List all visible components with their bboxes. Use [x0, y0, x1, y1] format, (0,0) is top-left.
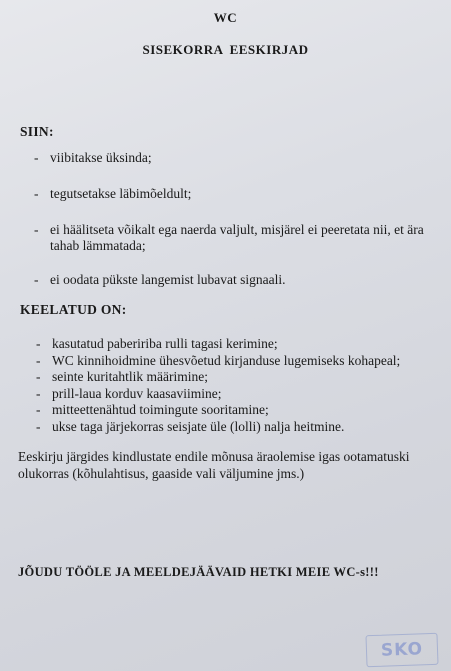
list-item	[36, 369, 436, 386]
list-item-text: seinte kuritahtlik määrimine;	[52, 369, 208, 384]
bullet-dash: -	[36, 402, 41, 417]
list-item-text: viibitakse üksinda;	[50, 150, 152, 165]
keelatud-heading: KEELATUD ON:	[20, 302, 127, 317]
list-item	[36, 336, 436, 353]
bullet-dash: -	[36, 418, 41, 434]
bullet-dash: -	[36, 352, 41, 368]
list-item	[36, 386, 436, 403]
bullet-dash: -	[34, 150, 39, 165]
list-item	[34, 222, 434, 272]
slogan-line: JÕUDU TÖÖLE JA MEELDEJÄÄVAID HETKI MEIE WC-s!!!	[18, 565, 379, 579]
list-item-text: ei oodata pükste langemist lubavat signaali.	[50, 272, 286, 287]
list-item-text: prill-laua korduv kaasaviimine;	[52, 385, 222, 401]
bullet-dash: -	[36, 385, 41, 401]
siin-list	[34, 150, 434, 292]
bullet-dash: -	[34, 272, 39, 287]
list-item-text: mitteettenähtud toimingute sooritamine;	[52, 402, 269, 417]
list-item	[34, 272, 434, 292]
list-item-text: WC kinnihoidmine ühesvõetud kirjanduse lugemiseks kohapeal;	[52, 352, 401, 368]
list-item-text: tegutsetakse läbimõeldult;	[50, 186, 192, 201]
list-item	[34, 150, 434, 186]
document-title: WC	[213, 10, 238, 25]
list-item	[36, 419, 436, 436]
list-item	[36, 402, 436, 419]
keelatud-list	[36, 336, 436, 435]
list-item-text: ukse taga järjekorras seisjate üle (lolli) nalja heitmine.	[52, 418, 345, 434]
siin-heading: SIIN:	[20, 124, 54, 139]
bullet-dash: -	[34, 186, 39, 201]
ink-stamp: SKO	[365, 633, 438, 667]
list-item	[36, 353, 436, 370]
list-item	[34, 186, 434, 222]
bullet-dash: -	[34, 222, 39, 237]
bullet-dash: -	[36, 369, 41, 384]
list-item-text: ei häälitseta võikalt ega naerda valjult, misjärel ei peeretata nii, et ära tahab lämmatada;	[50, 222, 424, 253]
document-subtitle: SISEKORRA EESKIRJAD	[142, 42, 309, 57]
closing-paragraph: Eeskirju järgides kindlustate endile mõnusa äraolemise igas ootamatuski olukorras (kõhulahtisus, gaaside vali väljumine jms.)	[18, 449, 410, 481]
list-item-text: kasutatud pabeririba rulli tagasi kerimine;	[52, 336, 278, 351]
bullet-dash: -	[36, 336, 41, 351]
